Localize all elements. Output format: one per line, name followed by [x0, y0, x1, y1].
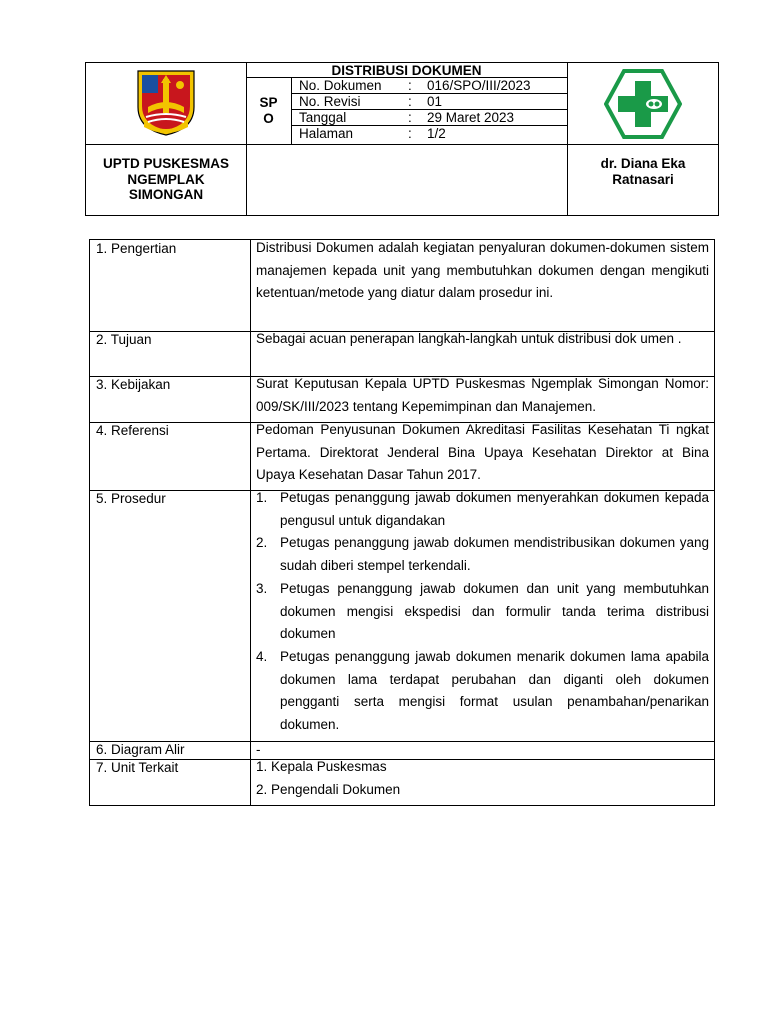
field-value-revision: 01	[427, 94, 443, 109]
step-text: Petugas penanggung jawab dokumen mendistribusikan dokumen yang sudah diberi stempel terkendali.	[280, 535, 709, 574]
header-divider	[246, 63, 247, 215]
step-text: Petugas penanggung jawab dokumen menarik dokumen lama apabila dokumen lama terdapat perubahan dan diganti oleh dokumen pengganti serta mengisi format usulan penambahan/penarikan dokumen.	[280, 648, 709, 733]
step-number: 2.	[256, 535, 268, 551]
procedure-step	[256, 487, 709, 532]
section-label-pengertian: 1. Pengertian	[96, 241, 177, 256]
header-divider	[567, 63, 568, 215]
step-text: Petugas penanggung jawab dokumen menyerahkan dokumen kepada pengusul untuk digandakan	[280, 490, 709, 528]
section-text-kebijakan	[256, 373, 709, 418]
referensi-text: Pedoman Penyusunan Dokumen Akreditasi Fasilitas Kesehatan Ti ngkat Pertama. Direktorat Jenderal Bina Upaya Kesehatan Direktor at Bina Upaya Kesehatan Dasar Tahun 2017.	[256, 422, 709, 483]
procedure-step	[256, 578, 709, 646]
procedure-steps	[256, 487, 709, 737]
org-name-line3: SIMONGAN	[128, 187, 204, 202]
field-value-page: 1/2	[427, 126, 446, 141]
puskesmas-green-cross-icon	[604, 69, 682, 139]
step-number: 1.	[256, 490, 268, 505]
field-label: No. Revisi	[299, 94, 361, 109]
section-label-kebijakan: 3. Kebijakan	[96, 377, 171, 392]
signer-name-line2: Ratnasari	[612, 172, 674, 187]
kebijakan-text: Surat Keputusan Kepala UPTD Puskesmas Ngemplak Simongan Nomor: 009/SK/III/2023 tentang Kepemimpinan dan Manajemen.	[256, 376, 709, 414]
section-label-prosedur: 5. Prosedur	[96, 491, 166, 506]
procedure-table	[89, 239, 715, 806]
header-divider	[86, 144, 718, 145]
step-text: Petugas penanggung jawab dokumen dan unit yang membutuhkan dokumen mengisi ekspedisi dan formulir tanda terima distribusi dokumen	[280, 580, 709, 642]
section-list-unit-terkait	[256, 756, 709, 801]
document-header-table	[85, 62, 719, 216]
field-value-doc-number: 016/SPO/III/2023	[427, 78, 531, 93]
field-sep: :	[408, 126, 412, 141]
org-name-line2: NGEMPLAK	[127, 172, 205, 187]
field-sep: :	[408, 110, 412, 125]
header-divider	[291, 77, 292, 144]
section-label-referensi: 4. Referensi	[96, 423, 169, 438]
field-sep: :	[408, 94, 412, 109]
document-title: DISTRIBUSI DOKUMEN	[331, 63, 482, 78]
unit-item: 1. Kepala Puskesmas	[256, 759, 387, 774]
semarang-city-crest-icon	[134, 67, 198, 137]
section-text-referensi	[256, 419, 709, 487]
column-divider	[250, 240, 251, 805]
pengertian-text: Distribusi Dokumen adalah kegiatan penyaluran dokumen-dokumen sistem manajemen kepada unit yang membutuhkan dokumen dengan mengikuti ketentuan/metode yang diatur dalam prosedur ini.	[256, 240, 709, 301]
section-text-pengertian	[256, 237, 709, 305]
field-label: Tanggal	[299, 110, 347, 125]
field-sep: :	[408, 78, 412, 93]
spo-label-line2: O	[263, 111, 274, 126]
section-label-diagram-alir: 6. Diagram Alir	[96, 742, 185, 757]
step-number: 3.	[256, 580, 268, 596]
org-name-line1: UPTD PUSKESMAS	[102, 156, 229, 171]
unit-item: 2. Pengendali Dokumen	[256, 781, 401, 797]
field-value-date: 29 Maret 2023	[427, 110, 515, 125]
procedure-step	[256, 646, 709, 737]
field-label: Halaman	[299, 126, 354, 141]
step-number: 4.	[256, 648, 268, 664]
section-label-unit-terkait: 7. Unit Terkait	[96, 760, 179, 775]
field-label: No. Dokumen	[299, 78, 382, 93]
signer-name-line1: dr. Diana Eka	[600, 156, 686, 171]
section-text-diagram-alir: -	[256, 742, 261, 757]
section-text-tujuan	[256, 328, 709, 351]
section-label-tujuan: 2. Tujuan	[96, 332, 152, 347]
procedure-step	[256, 532, 709, 577]
tujuan-text: Sebagai acuan penerapan langkah-langkah untuk distribusi dok umen .	[256, 331, 682, 346]
spo-label-line1: SP	[259, 95, 278, 110]
